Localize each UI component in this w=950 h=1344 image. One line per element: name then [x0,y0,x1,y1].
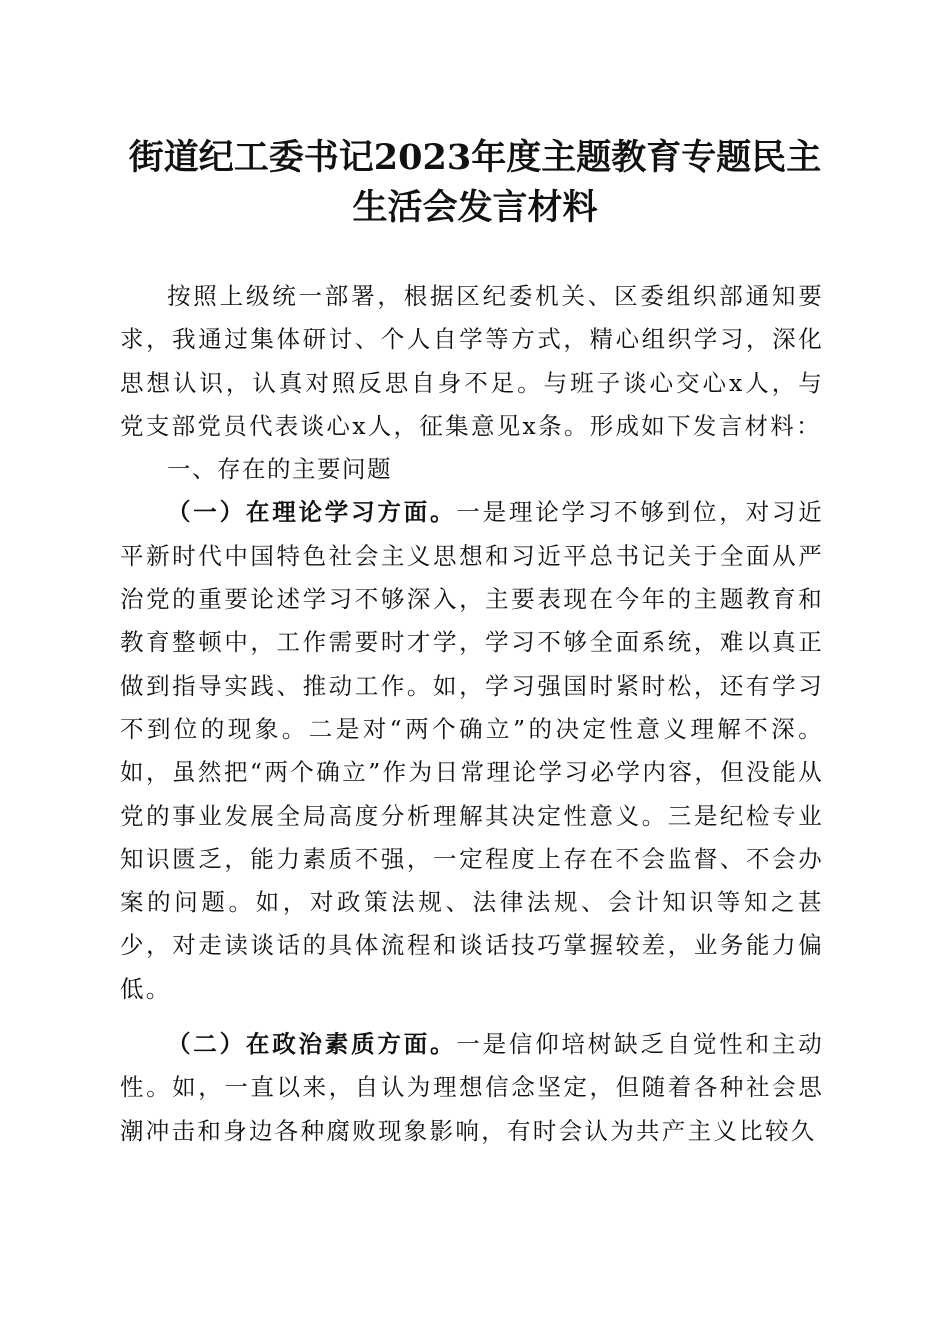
document-body [120,275,824,1153]
paragraph-political-quality-title: （二）在政治素质方面。 [167,1030,457,1059]
paragraph-theory-study-body: 一是理论学习不够到位，对习近平新时代中国特色社会主义思想和习近平总书记关于全面从严治党的重要论述学习不够深入，主要表现在今年的主题教育和教育整顿中，工作需要时才学，学习不够全面系统，难以真正做到指导实践、推动工作。如，学习强国时紧时松，还有学习不到位的现象。二是对“两个确立”的决定性意义理解不深。如，虽然把“两个确立”作为日常理论学习必学内容，但没能从党的事业发展全局高度分析理解其决定性意义。三是纪检专业知识匮乏，能力素质不强，一定程度上存在不会监督、不会办案的问题。如，对政策法规、法律法规、会计知识等知之甚少，对走读谈话的具体流程和谈话技巧掌握较差，业务能力偏低。 [120,498,824,1003]
paragraph-political-quality [120,1023,824,1153]
intro-paragraph: 按照上级统一部署，根据区纪委机关、区委组织部通知要求，我通过集体研讨、个人自学等方式，精心组织学习，深化思想认识，认真对照反思自身不足。与班子谈心交心x人，与党支部党员代表谈心x人，征集意见x条。形成如下发言材料： [120,282,824,440]
title-line-2: 生活会发言材料 [352,187,598,228]
paragraph-theory-study-title: （一）在理论学习方面。 [167,498,457,527]
paragraph-theory-study [120,491,824,1011]
document-title [118,133,832,233]
title-line-1: 街道纪工委书记2023年度主题教育专题民主 [128,137,822,178]
section-heading: 一、存在的主要问题 [167,455,392,484]
paragraph-political-quality-body: 一是信仰培树缺乏自觉性和主动性。如，一直以来，自认为理想信念坚定，但随着各种社会思潮冲击和身边各种腐败现象影响，有时会认为共产主义比较久 [120,1030,824,1145]
